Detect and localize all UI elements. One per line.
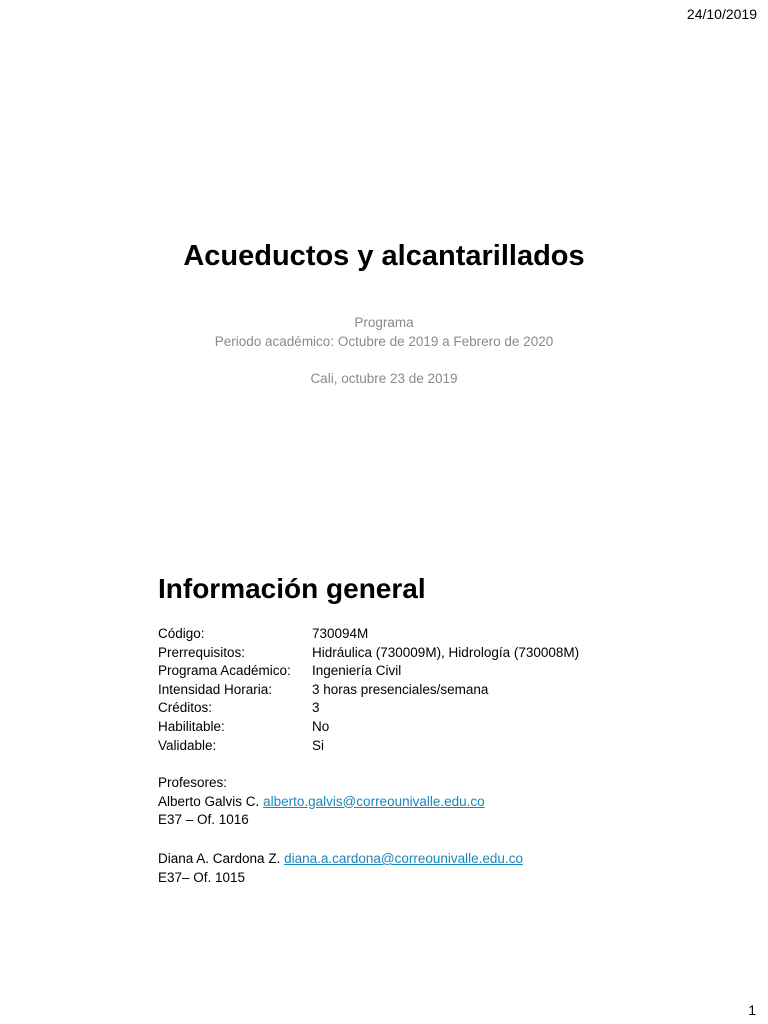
info-value: 3 [312,700,320,716]
info-value: Ingeniería Civil [312,663,402,679]
subtitle-periodo: Periodo académico: Octubre de 2019 a Febrero de 2020 [214,334,554,349]
section-heading: Información general [158,573,426,604]
subtitle-programa: Programa [354,315,414,330]
professor-block-1 [158,774,485,830]
professor-office: E37 – Of. 1016 [158,812,249,828]
info-row [158,737,579,756]
info-value: 3 horas presenciales/semana [312,681,489,697]
professor-name: Alberto Galvis C. [158,793,260,809]
header-date: 24/10/2019 [686,6,757,22]
info-label: Intensidad Horaria: [158,681,273,697]
info-label: Habilitable: [158,718,225,734]
page-title: Acueductos y alcantarillados [183,240,585,272]
info-value: Si [312,737,325,753]
page-number: 1 [748,1002,756,1018]
info-table [158,625,579,755]
info-row [158,699,579,718]
info-row [158,625,579,644]
info-value: Hidráulica (730009M), Hidrología (730008M) [312,644,580,660]
info-label: Prerrequisitos: [158,644,246,660]
info-label: Créditos: [158,700,213,716]
professor-email-link[interactable]: diana.a.cardona@correounivalle.edu.co [284,851,523,866]
professor-block-2 [158,850,523,887]
info-label: Programa Académico: [158,663,291,679]
subtitle-lugar-fecha: Cali, octubre 23 de 2019 [310,371,458,386]
info-row [158,644,579,663]
professor-office: E37– Of. 1015 [158,869,246,885]
professor-email-link[interactable]: alberto.galvis@correounivalle.edu.co [263,793,485,809]
info-row [158,662,579,681]
info-row [158,718,579,737]
info-label: Validable: [158,737,217,753]
info-row [158,681,579,700]
professors-label: Profesores: [158,775,228,790]
info-value: No [312,718,330,734]
info-value: 730094M [312,626,369,641]
info-label: Código: [158,626,205,641]
professor-name: Diana A. Cardona Z. [158,851,281,866]
